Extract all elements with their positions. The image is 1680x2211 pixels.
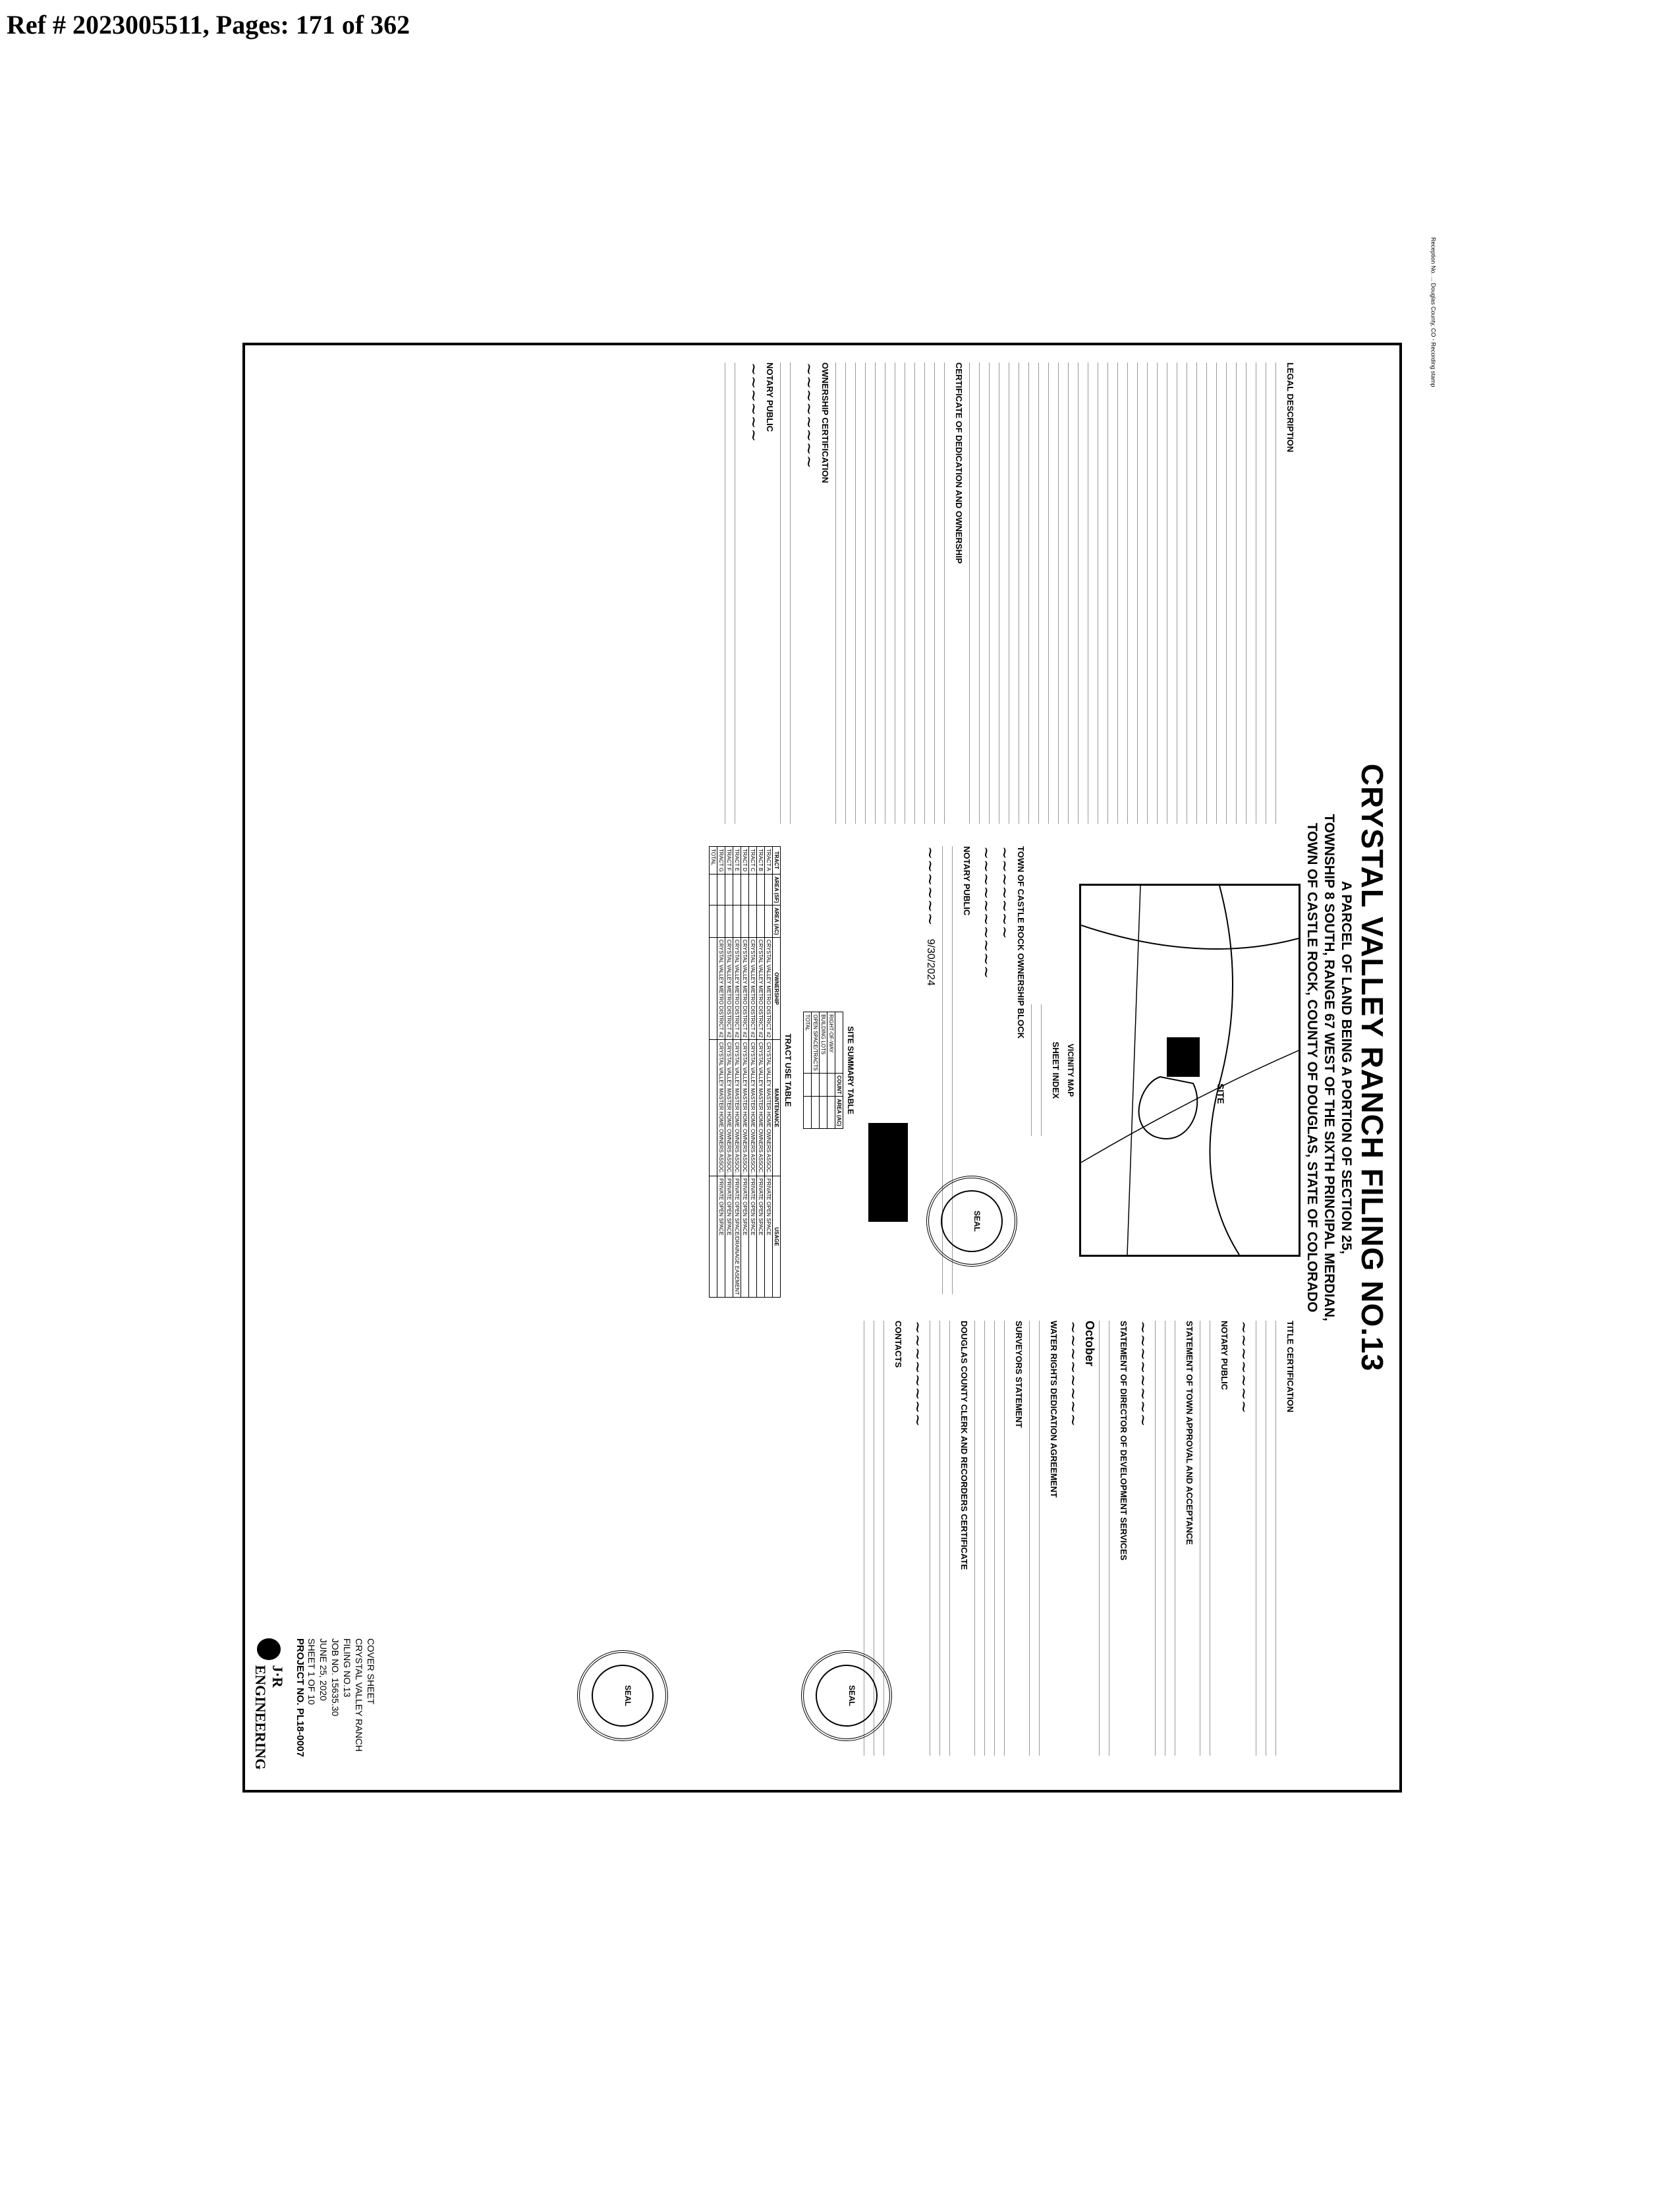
director-signature: ~~~~~~~~ <box>1064 1321 1082 1427</box>
table-cell: CRYSTAL VALLEY MASTER HOME OWNERS ASSOC. <box>725 1040 733 1176</box>
tb-line-3: JOB NO. 15635.30 <box>330 1638 341 1717</box>
table-cell <box>717 874 725 905</box>
table-cell <box>733 905 741 937</box>
table-cell: CRYSTAL VALLEY METRO DISTRICT #2 <box>749 937 757 1040</box>
table-cell <box>757 874 765 905</box>
table-cell: CRYSTAL VALLEY MASTER HOME OWNERS ASSOC. <box>757 1040 765 1176</box>
table-cell: TRACT A <box>765 847 773 875</box>
left-notary-heading: NOTARY PUBLIC <box>765 362 775 432</box>
tb-line-6: PROJECT NO. PL18-0007 <box>294 1638 306 1758</box>
director-month: October <box>1083 1321 1096 1367</box>
right-notary-heading: NOTARY PUBLIC <box>1219 1321 1229 1391</box>
table-row <box>749 847 757 1298</box>
table-row <box>717 847 725 1298</box>
table-cell <box>820 1073 827 1096</box>
legal-description-heading: LEGAL DESCRIPTION <box>1285 362 1295 453</box>
company-name: J·R ENGINEERING <box>252 1665 286 1770</box>
ss-header: COUNT <box>835 1073 843 1096</box>
table-cell: CRYSTAL VALLEY METRO DISTRICT #2 <box>757 937 765 1040</box>
legal-description-body <box>969 362 1283 824</box>
dedication-body <box>835 362 951 824</box>
ownership-heading: OWNERSHIP CERTIFICATION <box>820 362 830 483</box>
vicinity-map-graphic <box>1081 886 1299 1255</box>
sheet-subtitle-1: A PARCEL OF LAND BEING A PORTION OF SECTION 25, <box>1339 880 1354 1255</box>
table-cell: TOTAL <box>804 1012 812 1074</box>
signature-date: 9/30/2024 <box>925 938 936 986</box>
ss-header <box>835 1012 843 1074</box>
table-cell: PRIVATE OPEN SPACE <box>725 1176 733 1298</box>
clerk-seal <box>577 1650 668 1741</box>
director-heading: STATEMENT OF DIRECTOR OF DEVELOPMENT SERVICES <box>1119 1321 1129 1561</box>
table-cell: PRIVATE OPEN SPACE <box>757 1176 765 1298</box>
table-cell <box>827 1097 835 1128</box>
table-cell <box>804 1097 812 1128</box>
town-seal <box>926 1176 1017 1267</box>
dedication-heading: CERTIFICATE OF DEDICATION AND OWNERSHIP <box>954 362 964 564</box>
tract-use-table <box>709 846 781 1298</box>
table-cell: CRYSTAL VALLEY METRO DISTRICT #2 <box>725 937 733 1040</box>
vicinity-map-label: VICINITY MAP <box>1066 1043 1075 1097</box>
table-cell <box>804 1073 812 1096</box>
tu-header: MAINTENANCE <box>773 1040 781 1176</box>
table-cell: PRIVATE OPEN SPACE <box>741 1176 749 1298</box>
table-cell <box>749 905 757 937</box>
tb-line-5: SHEET 1 OF 10 <box>306 1638 317 1705</box>
table-cell: TRACT B <box>757 847 765 875</box>
table-cell <box>749 874 757 905</box>
table-cell <box>812 1073 820 1096</box>
table-cell: PRIVATE OPEN SPACE/DRAINAGE EASEMENT <box>733 1176 741 1298</box>
sheet-title: CRYSTAL VALLEY RANCH FILING NO.13 <box>1355 763 1389 1372</box>
table-row <box>827 1012 835 1129</box>
tb-line-4: JUNE 25, 2020 <box>318 1638 329 1701</box>
table-row <box>757 847 765 1298</box>
table-cell: CRYSTAL VALLEY MASTER HOME OWNERS ASSOC. <box>765 1040 773 1176</box>
town-approval-signature: ~~~~~~~~ <box>1134 1321 1152 1427</box>
table-cell <box>765 874 773 905</box>
site-summary-table <box>803 1012 843 1129</box>
town-signature-2: ~~~~~~~~~~ <box>977 846 995 979</box>
table-cell: TRACT C <box>749 847 757 875</box>
title-cert-heading: TITLE CERTIFICATION <box>1285 1321 1295 1413</box>
contacts-heading: CONTACTS <box>893 1321 903 1368</box>
table-row <box>820 1012 827 1129</box>
table-cell <box>710 1040 717 1176</box>
surveyor-seal <box>801 1650 892 1741</box>
table-cell <box>717 905 725 937</box>
site-summary-title: SITE SUMMARY TABLE <box>846 1026 855 1114</box>
clerk-seal-label: SEAL <box>623 1684 632 1706</box>
middle-column <box>709 846 1301 1294</box>
town-block-heading: TOWN OF CASTLE ROCK OWNERSHIP BLOCK <box>1016 846 1026 1039</box>
town-approval-heading: STATEMENT OF TOWN APPROVAL AND ACCEPTANCE <box>1185 1321 1194 1545</box>
tu-header: USAGE <box>773 1176 781 1298</box>
table-cell <box>725 905 733 937</box>
table-cell: CRYSTAL VALLEY MASTER HOME OWNERS ASSOC. <box>733 1040 741 1176</box>
table-cell <box>741 905 749 937</box>
table-cell <box>710 937 717 1040</box>
table-cell: PRIVATE OPEN SPACE <box>717 1176 725 1298</box>
tu-header: AREA (AC) <box>773 905 781 937</box>
table-row <box>710 847 717 1298</box>
table-cell: PRIVATE OPEN SPACE <box>765 1176 773 1298</box>
tu-header: TRACT <box>773 847 781 875</box>
redacted-stamp <box>868 1123 908 1222</box>
table-cell: CRYSTAL VALLEY MASTER HOME OWNERS ASSOC. <box>749 1040 757 1176</box>
plat-sheet <box>242 343 1402 1793</box>
table-cell: TRACT D <box>741 847 749 875</box>
table-cell: RIGHT-OF-WAY <box>827 1012 835 1074</box>
table-cell <box>710 905 717 937</box>
table-cell: CRYSTAL VALLEY MASTER HOME OWNERS ASSOC. <box>717 1040 725 1176</box>
left-notary-signature: ~~~~~~ <box>744 362 763 442</box>
table-cell <box>733 874 741 905</box>
company-logo-icon <box>257 1638 281 1660</box>
company-logo <box>252 1638 286 1783</box>
sheet-subtitle-2: TOWNSHIP 8 SOUTH, RANGE 67 WEST OF THE SIXTH PRINCIPAL MERDIAN, <box>1322 814 1337 1321</box>
tu-header: OWNERSHIP <box>773 937 781 1040</box>
table-cell <box>710 1176 717 1298</box>
mid-notary-signature: ~~~~~~ <box>921 846 939 926</box>
tu-header: AREA (SF) <box>773 874 781 905</box>
recording-stamp-text: Reception No. ... Douglas County, CO - Recording stamp <box>1430 237 1437 388</box>
water-rights-heading: WATER RIGHTS DEDICATION AGREEMENT <box>1049 1321 1059 1498</box>
vicinity-site-label: SITE <box>1216 1083 1226 1105</box>
sheet-subtitle-3: TOWN OF CASTLE ROCK, COUNTY OF DOUGLAS, STATE OF COLORADO <box>1304 822 1320 1313</box>
table-cell: BUILDING LOTS <box>820 1012 827 1074</box>
reference-header: Ref # 2023005511, Pages: 171 of 362 <box>7 10 410 40</box>
tb-line-2: CRYSTAL VALLEY RANCH FILING NO.13 <box>342 1638 364 1752</box>
right-column <box>623 1321 1301 1756</box>
vicinity-map <box>1079 884 1301 1257</box>
town-seal-label: SEAL <box>972 1210 982 1232</box>
tract-use-title: TRACT USE TABLE <box>783 1033 793 1107</box>
owner-signature: ~~~~~~~~ <box>800 362 818 469</box>
table-cell: CRYSTAL VALLEY MASTER HOME OWNERS ASSOC. <box>741 1040 749 1176</box>
table-row <box>812 1012 820 1129</box>
sheet-index-heading: SHEET INDEX <box>1051 1041 1061 1099</box>
tb-line-1: COVER SHEET <box>366 1638 376 1705</box>
town-signature-1: ~~~~~~~ <box>995 846 1014 939</box>
table-cell: TRACT F <box>725 847 733 875</box>
clerk-signature: ~~~~~~~~ <box>909 1321 927 1427</box>
table-cell <box>710 874 717 905</box>
table-cell: TOTAL <box>710 847 717 875</box>
table-cell <box>812 1097 820 1128</box>
table-cell <box>765 905 773 937</box>
mid-notary-heading: NOTARY PUBLIC <box>962 846 972 916</box>
table-row <box>765 847 773 1298</box>
table-cell: CRYSTAL VALLEY METRO DISTRICT #2 <box>765 937 773 1040</box>
table-cell <box>741 874 749 905</box>
ss-header: AREA (AC) <box>835 1097 843 1128</box>
table-cell: CRYSTAL VALLEY METRO DISTRICT #2 <box>717 937 725 1040</box>
left-column <box>722 362 1301 824</box>
title-block <box>252 1638 377 1783</box>
table-cell: TRACT E <box>733 847 741 875</box>
table-cell <box>757 905 765 937</box>
title-cert-signature: ~~~~~~~ <box>1235 1321 1253 1414</box>
surveyor-heading: SURVEYORS STATEMENT <box>1014 1321 1024 1428</box>
recording-stamp <box>1423 237 1443 474</box>
table-cell: PRIVATE OPEN SPACE <box>749 1176 757 1298</box>
table-cell: OPEN SPACE/TRACTS <box>812 1012 820 1074</box>
table-cell <box>827 1073 835 1096</box>
site-summary-section <box>803 846 855 1294</box>
plat-sheet-wrapper <box>242 343 1402 1793</box>
table-cell: CRYSTAL VALLEY METRO DISTRICT #2 <box>741 937 749 1040</box>
table-cell <box>725 874 733 905</box>
surveyor-seal-label: SEAL <box>847 1684 856 1706</box>
table-row <box>725 847 733 1298</box>
sheet-header <box>1303 345 1390 1790</box>
table-cell: TRACT G <box>717 847 725 875</box>
clerk-heading: DOUGLAS COUNTY CLERK AND RECORDERS CERTIFICATE <box>959 1321 969 1570</box>
tract-use-section <box>709 846 793 1294</box>
table-cell <box>820 1097 827 1128</box>
table-row <box>733 847 741 1298</box>
table-cell: CRYSTAL VALLEY METRO DISTRICT #2 <box>733 937 741 1040</box>
table-row <box>741 847 749 1298</box>
table-row <box>804 1012 812 1129</box>
